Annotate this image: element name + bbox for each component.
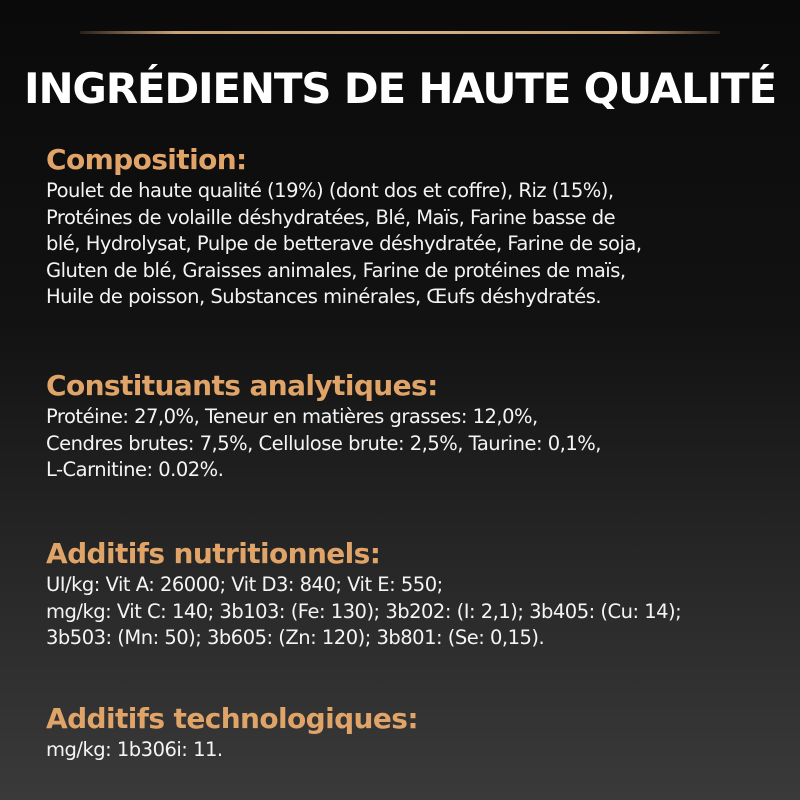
section-text-line: UI/kg: Vit A: 26000; Vit D3: 840; Vit E: 550; xyxy=(46,573,443,596)
section-text-line: mg/kg: 1b306i: 11. xyxy=(46,738,223,761)
section-heading: Constituants analytiques: xyxy=(46,369,438,402)
section-analytical-constituents xyxy=(46,370,776,484)
section-nutritional-additives xyxy=(46,538,776,652)
section-text-line: blé, Hydrolysat, Pulpe de betterave déshydratée, Farine de soja, xyxy=(46,232,642,255)
section-technological-additives xyxy=(46,703,776,764)
section-text-line: Gluten de blé, Graisses animales, Farine de protéines de maïs, xyxy=(46,258,626,282)
section-text-line: mg/kg: Vit C: 140; 3b103: (Fe: 130); 3b202: (I: 2,1); 3b405: (Cu: 14); xyxy=(46,599,682,623)
section-text-line: Protéine: 27,0%, Teneur en matières grasses: 12,0%, xyxy=(46,405,538,428)
section-heading: Composition: xyxy=(46,143,247,176)
section-text-line: Cendres brutes: 7,5%, Cellulose brute: 2,5%, Taurine: 0,1%, xyxy=(46,431,601,455)
section-text-line: 3b503: (Mn: 50); 3b605: (Zn: 120); 3b801: (Se: 0,15). xyxy=(46,626,545,649)
section-heading: Additifs technologiques: xyxy=(46,702,418,735)
section-composition xyxy=(46,144,776,311)
section-text-line: Huile de poisson, Substances minérales, Œufs déshydratés. xyxy=(46,285,602,308)
page-title: INGRÉDIENTS DE HAUTE QUALITÉ xyxy=(24,64,776,113)
section-text-line: Poulet de haute qualité (19%) (dont dos et coffre), Riz (15%), xyxy=(46,179,614,202)
section-heading: Additifs nutritionnels: xyxy=(46,537,381,570)
section-text-line: L-Carnitine: 0.02%. xyxy=(46,458,224,481)
section-text-line: Protéines de volaille déshydratées, Blé, Maïs, Farine basse de xyxy=(46,205,616,229)
gold-divider xyxy=(80,31,720,34)
